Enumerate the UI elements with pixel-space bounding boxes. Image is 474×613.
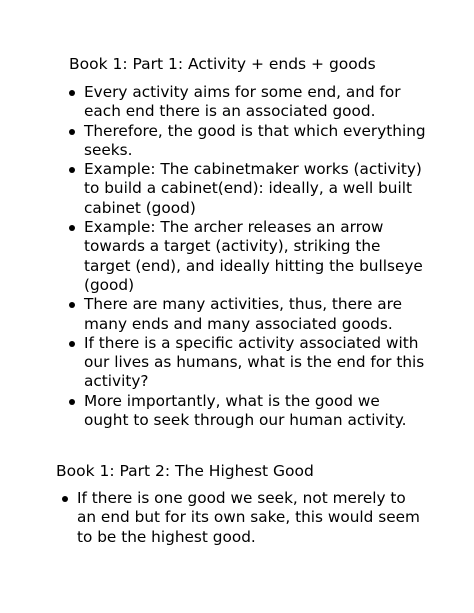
section-heading: Book 1: Part 1: Activity + ends + goods [69, 55, 376, 73]
list-item-text: If there is a specific activity associated with our lives as humans, what is the end for this activity? [84, 333, 425, 391]
list-item-text: More importantly, what is the good we ought to seek through our human activity. [84, 391, 407, 430]
bullet-list [69, 83, 429, 430]
list-item [62, 489, 428, 547]
bullet-dot-icon [69, 225, 75, 231]
list-item-text: There are many activities, thus, there are many ends and many associated goods. [84, 295, 403, 333]
list-item-text: Example: The archer releases an arrow towards a target (activity), striking the target (end), and ideally hitting the bullseye (good) [84, 218, 423, 294]
list-item [69, 160, 429, 218]
list-item [69, 392, 429, 431]
list-item-text: If there is one good we seek, not merely to an end but for its own sake, this would seem to be the highest good. [77, 489, 420, 546]
bullet-dot-icon [69, 167, 75, 173]
bullet-dot-icon [69, 399, 75, 405]
section-heading: Book 1: Part 2: The Highest Good [56, 462, 314, 480]
bullet-dot-icon [69, 90, 75, 96]
list-item [69, 218, 429, 295]
list-item-text: Therefore, the good is that which everything seeks. [84, 121, 426, 159]
bullet-list [62, 489, 428, 547]
section-part-2 [0, 461, 474, 547]
list-item [69, 122, 429, 161]
bullet-dot-icon [62, 496, 68, 502]
list-item-text: Every activity aims for some end, and for each end there is an associated good. [84, 83, 401, 121]
section-part-1 [0, 54, 474, 430]
bullet-dot-icon [69, 341, 75, 347]
list-item [69, 295, 429, 334]
list-item [69, 83, 429, 122]
bullet-dot-icon [69, 129, 75, 135]
bullet-dot-icon [69, 302, 75, 308]
list-item [69, 334, 429, 392]
list-item-text: Example: The cabinetmaker works (activity) to build a cabinet(end): ideally, a well built cabinet (good) [84, 160, 422, 217]
